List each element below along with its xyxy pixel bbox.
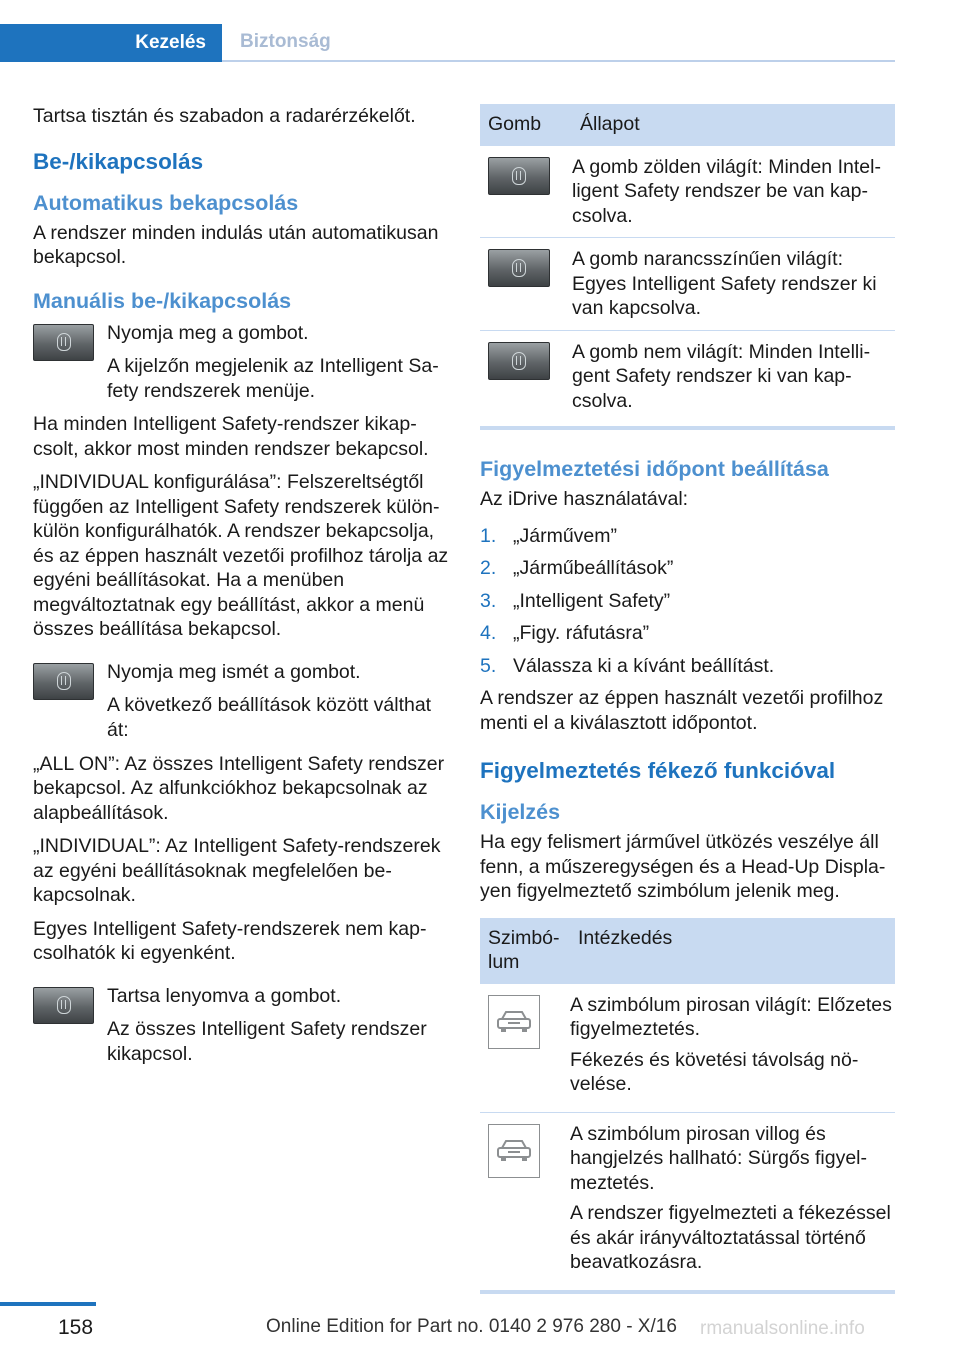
state-off: A gomb nem világít: Minden Intelligent Safety rendszer ki van kapcsolva. — [572, 340, 871, 412]
auto-text: A rendszer minden indulás után automatikusan bekapcsol. — [33, 221, 439, 268]
tab-biztonsag[interactable]: Biztonság — [222, 24, 895, 62]
heading-figyelmeztetesi-idopont: Figyelmeztetési időpont beállítása — [480, 457, 829, 481]
car-warning-icon — [488, 995, 540, 1049]
step2-line1: Nyomja meg ismét a gombot. — [107, 660, 361, 683]
step1-para3: „INDIVIDUAL konfigurálása”: Felszereltségtől függően az Intelligent Safety rendszerek külön-külön konfigurálhatók. A rendszer bekapcsolja, és az éppen használt vezetői profilhoz tárolja az egyéni beállításokat. Ha a menüben megváltoztatnak egy beállítást, akkor a menü összes beállítása bekapcsol. — [33, 471, 449, 640]
table-header-allapot: Állapot — [572, 104, 895, 146]
button-state-table — [480, 104, 895, 422]
list-item: 2. „Járműbeállítások” — [480, 557, 674, 579]
table-header-gomb: Gomb — [480, 104, 572, 146]
idrive-text: Az iDrive használatával: — [480, 488, 689, 510]
symbol-row1-p2: Fékezés és követési távolság növelése. — [570, 1048, 859, 1095]
step1-line2: A kijelzőn megjelenik az Intelligent Safety rendszerek menüje. — [107, 355, 439, 402]
heading-be-kikapcsolas: Be-/kikapcsolás — [33, 148, 204, 174]
table-end-rule — [480, 426, 895, 430]
list-item: 5. Válassza ki a kívánt beállítást. — [480, 654, 775, 677]
table-row — [480, 238, 895, 331]
chapter-tabs — [0, 24, 895, 62]
right-column — [480, 104, 895, 1294]
manual-step-1 — [33, 321, 449, 404]
heading-kijelzes: Kijelzés — [480, 800, 561, 824]
symbol-row2-p2: A rendszer figyelmezteti a fékezéssel és akár irányváltoztatással történő beavatkozásra. — [570, 1202, 891, 1273]
tab-kezeles[interactable]: Kezelés — [0, 24, 222, 62]
safety-button-icon — [33, 663, 94, 700]
step3-line1: Tartsa lenyomva a gombot. — [107, 984, 342, 1007]
safety-button-icon — [33, 987, 94, 1024]
symbol-row2-p1: A szimbólum pirosan villog és hangjelzés hallható: Sürgős figyelmeztetés. — [570, 1122, 868, 1194]
steps-list — [480, 524, 895, 679]
manual-step-3 — [33, 984, 449, 1067]
heading-manualis: Manuális be-/kikapcsolás — [33, 288, 292, 313]
table-row — [480, 330, 895, 422]
table-row — [480, 1112, 895, 1290]
list-item: 3. „Intelligent Safety” — [480, 589, 671, 612]
heading-fekezo-funkcio: Figyelmeztetés fékező funkcióval — [480, 758, 836, 783]
left-column — [33, 104, 449, 1075]
symbol-row1-p1: A szimbólum pirosan világít: Előzetes figyelmeztetés. — [570, 993, 892, 1040]
state-green: A gomb zölden világít: Minden Intelligent Safety rendszer be van kapcsolva. — [572, 146, 895, 238]
list-item: 1. „Járművem” — [480, 524, 618, 547]
step1-para2: Ha minden Intelligent Safety-rendszer kikapcsolt, akkor most minden rendszer bekapcsol. — [33, 413, 429, 460]
safety-button-icon — [488, 249, 550, 287]
page-number: 158 — [58, 1316, 94, 1339]
heading-automatikus: Automatikus bekapcsolás — [33, 190, 299, 215]
safety-button-icon — [33, 324, 94, 361]
safety-button-icon — [488, 342, 550, 380]
table-row — [480, 984, 895, 1113]
list-item: 4. „Figy. ráfutásra” — [480, 622, 650, 644]
manual-step-2 — [33, 660, 449, 743]
table-end-rule — [480, 1290, 895, 1294]
intro-text: Tartsa tisztán és szabadon a radarérzékelőt. — [33, 105, 416, 127]
table-row — [480, 146, 895, 238]
table-header-szimbolum: Szimbólum — [480, 918, 570, 984]
step2-para3: „INDIVIDUAL”: Az Intelligent Safety-rendszerek az egyéni beállításoknak megfelelően bekapcsolnak. — [33, 835, 441, 906]
car-warning-icon — [488, 1124, 540, 1178]
safety-button-icon — [488, 157, 550, 195]
footer-rule — [0, 1302, 96, 1306]
step1-line1: Nyomja meg a gombot. — [107, 321, 309, 344]
after-steps-text: A rendszer az éppen használt vezetői profilhoz menti el a kiválasztott időpontot. — [480, 687, 884, 734]
step2-line2: A következő beállítások között válthat át: — [107, 694, 432, 741]
display-text: Ha egy felismert járművel ütközés veszélye áll fenn, a műszeregységen és a Head-Up Displayen figyelmeztető szimbólum jelenik meg. — [480, 831, 886, 902]
step2-para4: Egyes Intelligent Safety-rendszerek nem kapcsolhatók ki egyenként. — [33, 917, 427, 964]
watermark: rmanualsonline.info — [700, 1318, 865, 1339]
step3-line2: Az összes Intelligent Safety rendszer kikapcsol. — [107, 1018, 427, 1065]
symbol-table — [480, 918, 895, 1290]
state-orange: A gomb narancsszínűen világít: Egyes Intelligent Safety rendszer ki van kapcsolva. — [572, 238, 895, 331]
table-header-intezkedes: Intézkedés — [570, 918, 895, 984]
edition-text: Online Edition for Part no. 0140 2 976 280 - X/16 — [266, 1316, 677, 1337]
step2-para2: „ALL ON”: Az összes Intelligent Safety rendszer bekapcsol. Az alfunkciókhoz bekapcsolnak az alapbeállítások. — [33, 752, 445, 824]
